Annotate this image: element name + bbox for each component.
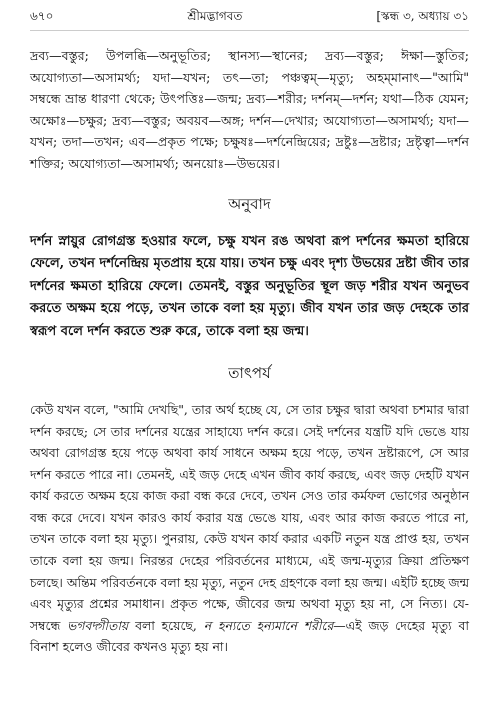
purport-text <box>30 399 469 658</box>
word-meanings: দ্রব্য—বস্তুর; উপলব্ধি—অনুভূতির; স্থানস্য—স্থানের; দ্রব্য—বস্তুর; ঈক্ষা—স্তুতির; অযোগ্যতা—অসামর্থ্য; যদা—যখন; তৎ—তা; পঞ্চত্বম্—মৃত্যু; অহম্‌মানাৎ—"আমি" সম্বন্ধে ভ্রান্ত ধারণা থেকে; উৎপত্তিঃ—জন্ম; দ্রব্য—শরীর; দর্শনম্—দর্শন; যথা—ঠিক যেমন; অক্ষোঃ—চক্ষুর; দ্রব্য—বস্তুর; অবয়ব—অঙ্গ; দর্শন—দেখার; অযোগ্যতা—অসামর্থ্য; যদা—যখন; তদা—তখন; এব—প্রকৃত পক্ষে; চক্ষুষঃ—দর্শনেন্দ্রিয়ের; দ্রষ্টুঃ—দ্রষ্টার; দ্রষ্টৃত্বা—দর্শন শক্তির; অযোগ্যতা—অসামর্থ্য; অনয়োঃ—উভয়ের। <box>30 48 469 171</box>
purport-heading: তাৎপর্য <box>228 363 271 382</box>
bhagavad-gita-reference: ভগবদ্গীতায় <box>67 617 129 633</box>
translation-text: দর্শন স্নায়ুর রোগগ্রস্ত হওয়ার ফলে, চক্ষু যখন রঙ অথবা রূপ দর্শনের ক্ষমতা হারিয়ে ফেলে, তখন দর্শনেন্দ্রিয় মৃতপ্রায় হয়ে যায়। তখন চক্ষু এবং দৃশ্য উভয়ের দ্রষ্টা জীব তার দর্শনের ক্ষমতা হারিয়ে ফেলে। তেমনই, বস্তুর অনুভূতির স্থূল জড় শরীর যখন অনুভব করতে অক্ষম হয়ে পড়ে, তখন তাকে বলা হয় মৃত্যু। জীব যখন তার জড় দেহকে তার স্বরূপ বলে দর্শন করতে শুরু করে, তাকে বলা হয় জন্ম। <box>30 233 469 339</box>
page-header <box>30 8 469 31</box>
purport-body: কেউ যখন বলে, "আমি দেখছি", তার অর্থ হচ্ছে যে, সে তার চক্ষুর দ্বারা অথবা চশমার দ্বারা দর্শন করছে; সে তার দর্শনের যন্ত্রের সাহায্যে দর্শন করে। সেই দর্শনের যন্ত্রটি যদি ভেঙে যায় অথবা রোগগ্রস্ত হয়ে পড়ে অথবা কার্য সাধনে অক্ষম হয়ে পড়ে, তখন দ্রষ্টারূপে, সে আর দর্শন করতে পারে না। তেমনই, এই জড় দেহে এখন জীব কার্য করছে, এবং জড় দেহটি যখন কার্য করতে অক্ষম হয়ে কাজ করা বন্ধ করে দেবে, তখন সেও তার কর্মফল ভোগের অনুষ্ঠান বন্ধ করে দেবে। যখন কারও কার্য করার যন্ত্র ভেঙে যায়, এবং আর কাজ করতে পারে না, তখন তাকে বলা হয় মৃত্যু। পুনরায়, কেউ যখন কার্য করার একটি নতুন যন্ত্র প্রাপ্ত হয়, তখন তাকে বলা হয় জন্ম। নিরন্তর দেহের পরিবর্তনের মাধ্যমে, এই জন্ম-মৃত্যুর ক্রিয়া প্রতিক্ষণ চলছে। অন্তিম পরিবর্তনকে বলা হয় মৃত্যু, নতুন দেহ গ্রহণকে বলা হয় জন্ম। এইটি হচ্ছে জন্ম এবং মৃত্যুর প্রশ্নের সমাধান। প্রকৃত পক্ষে, জীবের জন্ম অথবা মৃত্যু হয় না, সে নিত্য। যে-সম্বন্ধে <box>30 401 469 633</box>
canto-chapter-reference: [স্কন্ধ ৩, অধ্যায় ৩১ <box>376 9 469 23</box>
purport-said: বলা হয়েছে, <box>128 617 204 633</box>
sanskrit-quote: ন হন্যতে হন্যমানে শরীরে <box>203 617 334 633</box>
purport-ending: —এই জড় দেহের মৃত্যু বা বিনাশ হলেও জীবের কখনও মৃত্যু হয় না। <box>30 617 469 655</box>
page-number: ৬৭০ <box>30 9 54 23</box>
translation-heading: অনুবাদ <box>228 194 271 213</box>
book-title: শ্রীমদ্ভাগবত <box>187 9 243 23</box>
